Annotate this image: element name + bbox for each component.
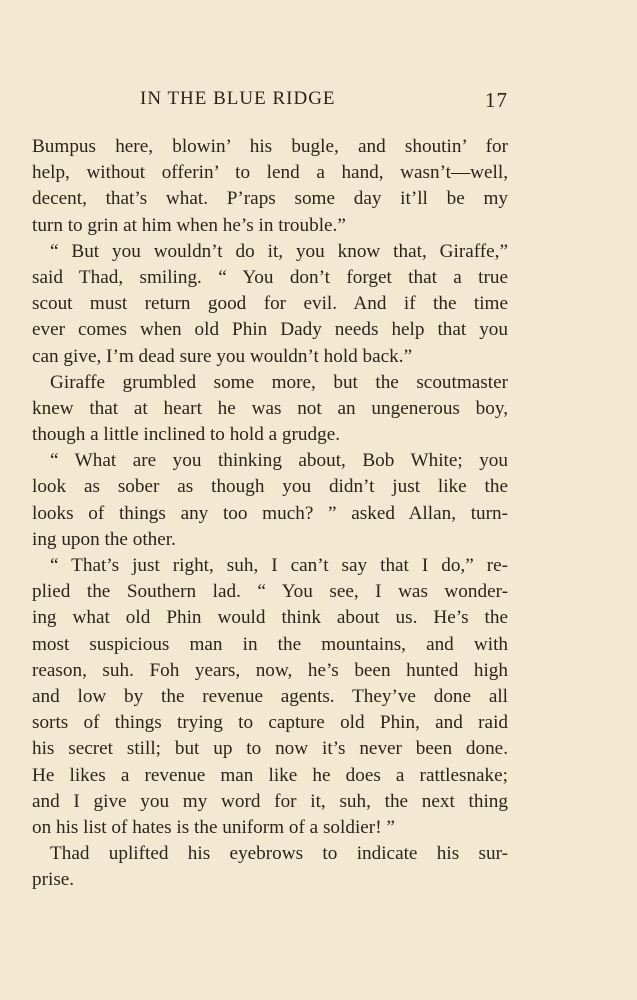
text-line: can give, I’m dead sure you wouldn’t hold back.” [32, 345, 413, 367]
text-line: and I give you my word for it, suh, the next thing [32, 790, 508, 812]
text-line: “ What are you thinking about, Bob White; you [50, 450, 508, 472]
text-line: “ That’s just right, suh, I can’t say that I do,” re- [50, 555, 508, 576]
text-line: his secret still; but up to now it’s never been done. [32, 738, 508, 760]
text-line: Thad uplifted his eyebrows to indicate his sur- [50, 843, 508, 865]
page-number: 17 [485, 88, 508, 112]
text-line: and low by the revenue agents. They’ve done all [32, 685, 508, 707]
text-line: looks of things any too much? ” asked Allan, turn- [32, 502, 508, 524]
text-line: plied the Southern lad. “ You see, I was wonder- [32, 581, 508, 603]
text-line: scout must return good for evil. And if the time [32, 293, 508, 315]
text-line: ing what old Phin would think about us. He’s the [32, 607, 508, 629]
text-line: reason, suh. Foh years, now, he’s been hunted high [32, 659, 508, 681]
text-line: sorts of things trying to capture old Phin, and raid [32, 712, 508, 734]
text-line: He likes a revenue man like he does a rattlesnake; [32, 764, 508, 786]
text-line: look as sober as though you didn’t just like the [32, 476, 508, 498]
text-line: though a little inclined to hold a grudge. [32, 424, 341, 446]
text-line: Giraffe grumbled some more, but the scoutmaster [50, 371, 508, 393]
text-line: knew that at heart he was not an ungenerous boy, [32, 397, 508, 419]
text-line: ing upon the other. [32, 528, 176, 550]
text-line: prise. [32, 869, 75, 891]
text-line: “ But you wouldn’t do it, you know that, Giraffe,” [50, 240, 508, 262]
body-text [32, 134, 508, 893]
text-line: Bumpus here, blowin’ his bugle, and shoutin’ for [32, 136, 508, 157]
text-line: most suspicious man in the mountains, and with [32, 633, 508, 655]
text-line: on his list of hates is the uniform of a soldier! ” [32, 816, 395, 838]
running-head: IN THE BLUE RIDGE [140, 88, 336, 109]
text-line: turn to grin at him when he’s in trouble.” [32, 214, 346, 236]
text-line: ever comes when old Phin Dady needs help that you [32, 319, 508, 341]
text-line: help, without offerin’ to lend a hand, wasn’t—well, [32, 162, 508, 184]
text-line: said Thad, smiling. “ You don’t forget that a true [32, 266, 508, 288]
text-line: decent, that’s what. P’raps some day it’ll be my [32, 188, 508, 210]
